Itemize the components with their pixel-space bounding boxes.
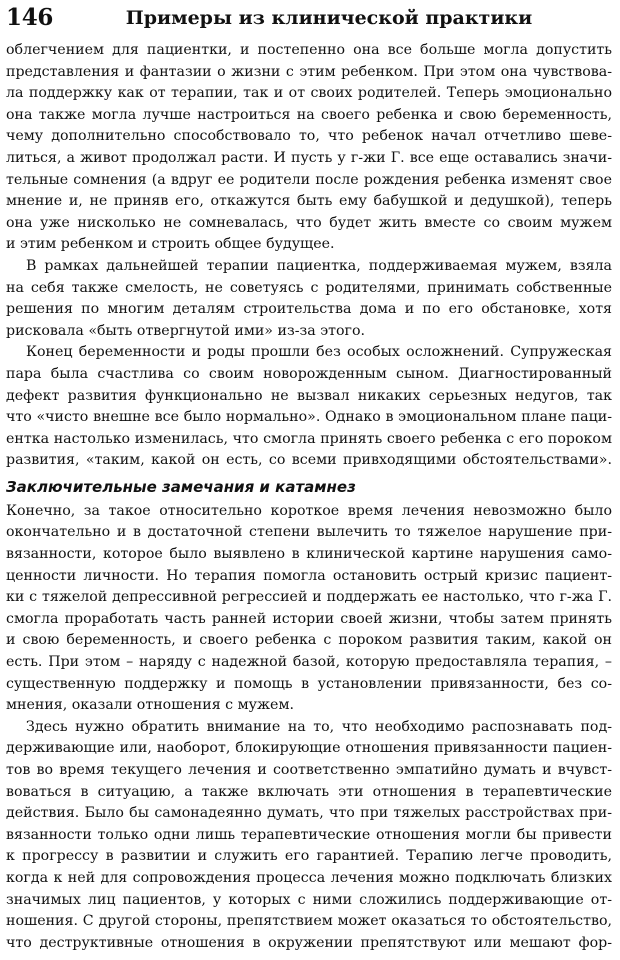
text-line: она уже нисколько не сомневалась, что будет жить вместе со своим мужем — [6, 214, 612, 231]
text-line: есть. При этом – наряду с надежной базой, которую предоставляла терапия, – — [6, 654, 612, 671]
section-heading: Заключительные замечания и катамнез — [6, 477, 356, 496]
text-line: дефект развития функционально не вызвал никаких серьезных недугов, так — [6, 387, 612, 404]
paragraph-3 — [6, 342, 612, 472]
text-line: и свою беременность, и своего ребенка с пороком развития таким, какой он — [6, 632, 612, 649]
text-line: Конец беременности и роды прошли без особых осложнений. Супружеская — [26, 344, 612, 361]
text-line: когда к ней для сопровождения процесса лечения можно подключать близких — [6, 869, 612, 886]
body-text — [6, 40, 612, 954]
text-line: рисковала «быть отвергнутой ими» из-за этого. — [6, 322, 366, 339]
text-line: она также могла лучше настроиться на своего ребенка и свою беременность, — [6, 106, 612, 123]
text-line: воваться в ситуацию, а также включать эти отношения в терапевтические — [6, 783, 612, 800]
text-line: развития, «таким, какой он есть, со всеми привходящими обстоятельствами». — [6, 452, 612, 469]
text-line: мнения, оказали отношения с мужем. — [6, 697, 294, 714]
text-line: существенную поддержку и помощь в установлении привязанности, без со- — [6, 675, 612, 692]
text-line: ентка настолько изменилась, что смогла принять своего ребенка с его пороком — [6, 430, 612, 447]
text-line: В рамках дальнейшей терапии пациентка, поддерживаемая мужем, взяла — [26, 257, 612, 274]
running-title: Примеры из клинической практики — [125, 7, 533, 29]
text-line: смогла проработать часть ранней истории своей жизни, чтобы затем принять — [6, 610, 612, 627]
text-line: ла поддержку как от терапии, так и от своих родителей. Теперь эмоционально — [6, 85, 612, 102]
text-line: чему дополнительно способствовало то, что ребенок начал отчетливо шеве- — [6, 128, 612, 145]
page-number: 146 — [6, 4, 54, 31]
text-line: окончательно и в достаточной степени вылечить то тяжелое нарушение при- — [6, 524, 612, 541]
text-line: представления и фантазии о жизни с этим ребенком. При этом она чувствова- — [6, 63, 612, 80]
text-line: ценности личности. Но терапия помогла остановить острый кризис пациент- — [6, 567, 612, 584]
text-line: и этим ребенком и строить общее будущее. — [6, 236, 335, 253]
text-line: значимых лиц пациентов, у которых с ними сложились поддерживающие от- — [6, 891, 612, 908]
text-line: литься, а живот продолжал расти. И пусть у г-жи Г. все еще оставались значи- — [6, 149, 612, 166]
text-line: Здесь нужно обратить внимание на то, что необходимо распознавать под- — [26, 718, 612, 735]
text-line: мнение и, не приняв его, откажутся быть ему бабушкой и дедушкой), теперь — [6, 193, 612, 210]
text-line: что деструктивные отношения в окружении препятствуют или мешают фор- — [6, 934, 612, 951]
paragraph-1 — [6, 40, 612, 256]
text-line: что «чисто внешне все было нормально». Однако в эмоциональном плане паци- — [6, 409, 612, 426]
text-line: ношения. С другой стороны, препятствием может оказаться то обстоятельство, — [6, 913, 612, 930]
paragraph-2 — [6, 256, 612, 342]
text-line: ки с тяжелой депрессивной регрессией и поддержать ее настолько, что г-жа Г. — [6, 589, 612, 606]
text-line: тельные сомнения (а вдруг ее родители после рождения ребенка изменят свое — [6, 171, 612, 188]
text-line: тов во время текущего лечения и соответственно эмпатийно думать и вчувст- — [6, 762, 612, 778]
text-line: на себя также смелость, не советуясь с родителями, принимать собственные — [6, 279, 612, 296]
text-line: Конечно, за такое относительно короткое время лечения невозможно было — [6, 502, 612, 519]
paragraph-4 — [6, 501, 612, 717]
page-header — [6, 4, 612, 34]
text-line: держивающие или, наоборот, блокирующие отношения привязанности пациен- — [6, 740, 612, 757]
text-line: действия. Было бы самонадеянно думать, что при тяжелых расстройствах при- — [6, 805, 612, 822]
text-line: вязанности, которое было выявлено в клинической картине нарушения само- — [6, 546, 612, 563]
text-line: облегчением для пациентки, и постепенно она все больше могла допустить — [6, 42, 612, 58]
text-line: пара была счастлива со своим новорожденным сыном. Диагностированный — [6, 365, 612, 382]
text-line: вязанности только одни лишь терапевтические отношения могли бы привести — [6, 826, 612, 843]
text-line: решения по многим деталям строительства дома и по его обстановке, хотя — [6, 301, 612, 318]
text-line: к прогрессу в развитии и служить его гарантией. Терапию легче проводить, — [6, 848, 612, 865]
paragraph-5 — [6, 717, 612, 955]
